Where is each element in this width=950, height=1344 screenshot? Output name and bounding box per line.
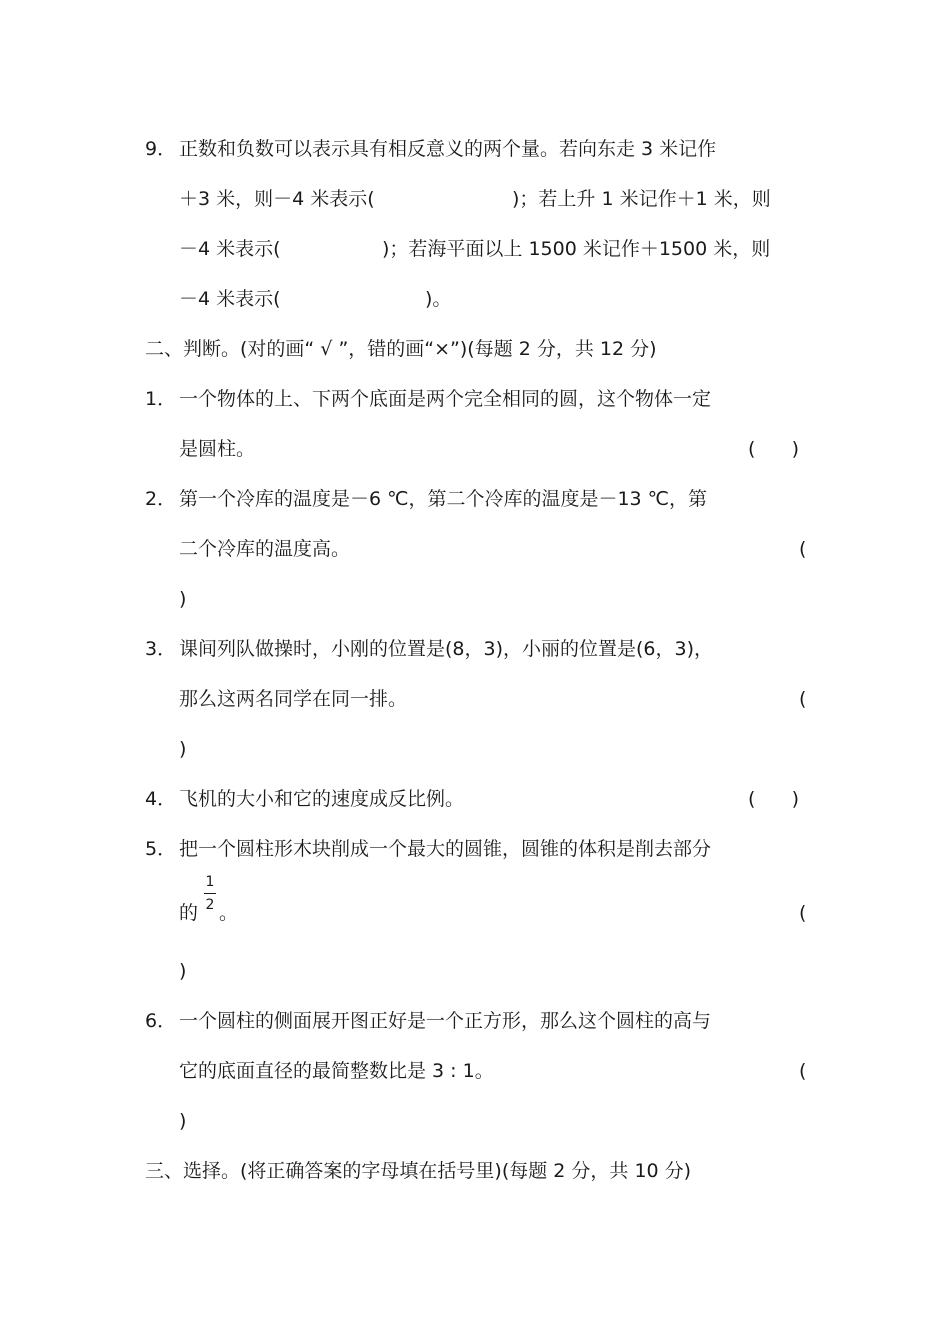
q9-line-1: 正数和负数可以表示具有相反意义的两个量。若向东走 3 米记作 — [179, 138, 717, 160]
item-6-number: 6． — [145, 1010, 177, 1032]
item-3-number: 3． — [145, 638, 177, 660]
item-5-line-1: 把一个圆柱形木块削成一个最大的圆锥，圆锥的体积是削去部分 — [179, 838, 712, 860]
section-2-title: 二、判断。(对的画“ √ ”，错的画“×”)(每题 2 分，共 12 分) — [145, 338, 657, 360]
item-3-line-2: 那么这两名同学在同一排。 — [179, 688, 408, 710]
item-1-number: 1． — [145, 388, 177, 410]
item-1-line-1: 一个物体的上、下两个底面是两个完全相同的圆，这个物体一定 — [179, 388, 712, 410]
q9-line-2a: ＋3 米，则－4 米表示( — [179, 188, 375, 210]
q9-number: 9． — [145, 138, 177, 160]
item-1-line-2: 是圆柱。 — [179, 438, 256, 460]
item-4-line-1: 飞机的大小和它的速度成反比例。 — [179, 788, 465, 810]
section-3-title: 三、选择。(将正确答案的字母填在括号里)(每题 2 分，共 10 分) — [145, 1160, 692, 1182]
item-4-number: 4． — [145, 788, 177, 810]
item-4-answer-brackets[interactable]: ( ) — [748, 788, 800, 810]
fraction-numerator: 1 — [205, 874, 215, 890]
item-3-line-1: 课间列队做操时，小刚的位置是(8，3)，小丽的位置是(6，3)， — [179, 638, 714, 660]
item-5-number: 5． — [145, 838, 177, 860]
q9-line-4a: －4 米表示( — [179, 288, 281, 310]
q9-line-4b: )。 — [425, 288, 452, 310]
q9-line-3b: )；若海平面以上 1500 米记作＋1500 米，则 — [382, 238, 771, 260]
item-1-answer-brackets[interactable]: ( ) — [748, 438, 800, 460]
item-2-number: 2． — [145, 488, 177, 510]
item-6-line-2: 它的底面直径的最简整数比是 3 : 1。 — [179, 1060, 494, 1082]
item-2-line-1: 第一个冷库的温度是－6 ℃，第二个冷库的温度是－13 ℃，第 — [179, 488, 708, 510]
fraction-denominator: 2 — [205, 897, 215, 913]
q9-line-2b: )；若上升 1 米记作＋1 米，则 — [512, 188, 771, 210]
item-6-answer-close[interactable]: ) — [179, 1110, 187, 1132]
item-5-answer-close[interactable]: ) — [179, 960, 187, 982]
item-5-answer-open[interactable]: ( — [799, 902, 807, 924]
item-5-line-2b: 。 — [219, 902, 239, 924]
item-2-answer-close[interactable]: ) — [179, 588, 187, 610]
item-2-line-2: 二个冷库的温度高。 — [179, 538, 351, 560]
item-6-line-1: 一个圆柱的侧面展开图正好是一个正方形，那么这个圆柱的高与 — [179, 1010, 712, 1032]
item-3-answer-open[interactable]: ( — [799, 688, 807, 710]
item-2-answer-open[interactable]: ( — [799, 538, 807, 560]
item-6-answer-open[interactable]: ( — [799, 1060, 807, 1082]
q9-line-3a: －4 米表示( — [179, 238, 281, 260]
fraction-bar — [204, 893, 216, 894]
item-5-line-2a: 的 — [179, 902, 199, 924]
item-3-answer-close[interactable]: ) — [179, 738, 187, 760]
